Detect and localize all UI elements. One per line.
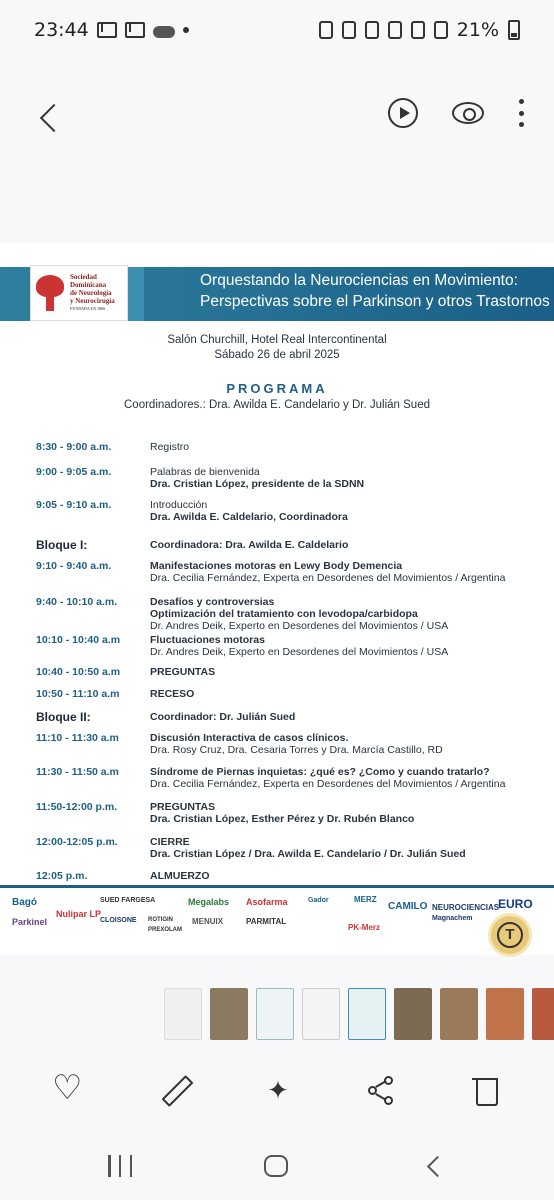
row-description (150, 711, 550, 723)
thumbnail-4[interactable] (302, 988, 340, 1040)
header-accent (128, 267, 144, 321)
sponsor-logo: ROTIGIN (148, 917, 173, 923)
block-label: Bloque II: (36, 710, 91, 724)
back-icon[interactable] (30, 98, 70, 138)
row-description (150, 539, 550, 551)
row-description (150, 596, 550, 632)
row-time: 10:50 - 11:10 a.m (36, 688, 120, 700)
row-time: 11:10 - 11:30 a.m (36, 732, 119, 744)
sponsor-logo: Asofarma (246, 897, 288, 907)
row-description (150, 560, 550, 584)
row-description (150, 499, 550, 523)
row-line: Dra. Rosy Cruz, Dra. Cesaria Torres y Dra. Marcía Castillo, RD (150, 744, 443, 756)
heart-icon[interactable] (52, 1074, 84, 1106)
navigation-bar (0, 1145, 554, 1185)
sponsor-logo: Bagó (12, 897, 37, 908)
row-line: Coordinador: Dr. Julián Sued (150, 711, 296, 723)
pencil-icon[interactable] (158, 1074, 190, 1106)
row-line: PREGUNTAS (150, 666, 216, 678)
cloud-icon (153, 26, 175, 38)
battery-saver-icon (319, 21, 333, 39)
row-description (150, 441, 550, 453)
thumbnail-5[interactable] (348, 988, 386, 1040)
row-line: CIERRE (150, 836, 190, 848)
row-line: Síndrome de Piernas inquietas: ¿qué es? ¿Como y cuando tratarlo? (150, 766, 490, 778)
row-line: Introducción (150, 499, 208, 511)
row-line: Coordinadora: Dra. Awilda E. Caldelario (150, 539, 349, 551)
toolbar-actions (388, 98, 524, 128)
row-line: Palabras de bienvenida (150, 466, 260, 478)
row-line: Desafíos y controversias (150, 596, 275, 608)
row-line: PREGUNTAS (150, 801, 216, 813)
sponsor-logos (8, 893, 548, 953)
sponsor-logo: NEUROCIENCIAS (432, 903, 500, 912)
event-title: Orquestando la Neurociencias en Movimiento: Perspectivas sobre el Parkinson y otros Trastornos (200, 272, 550, 310)
thumbnail-8[interactable] (486, 988, 524, 1040)
row-line: Dra. Awilda E. Caldelario, Coordinadora (150, 511, 348, 523)
sponsor-logo: PREXOLAM (148, 927, 183, 933)
row-line: Dr. Andres Deik, Experto en Desordenes del Movimientos / USA (150, 646, 449, 658)
row-time: 11:50-12:00 p.m. (36, 801, 118, 813)
row-description (150, 766, 550, 790)
notification-dot-icon (183, 27, 189, 33)
recents-button[interactable] (108, 1155, 132, 1177)
more-icon[interactable] (518, 99, 524, 127)
sponsor-divider (0, 885, 554, 888)
sponsor-logo: SUED FARGESA (100, 897, 156, 904)
row-line: Dra. Cristian López, Esther Pérez y Dr. Rubén Blanco (150, 813, 415, 825)
sponsor-logo: PK-Merz (348, 923, 381, 932)
battery-percent: 21% (456, 19, 499, 41)
row-line: Registro (150, 441, 190, 453)
program-title: PROGRAMA (226, 381, 328, 396)
share-icon[interactable] (366, 1074, 398, 1106)
status-bar (0, 0, 554, 60)
status-left (34, 19, 189, 41)
wifi-icon (411, 21, 425, 39)
alarm-icon (365, 21, 379, 39)
row-line: Dra. Cristian López / Dra. Awilda E. Candelario / Dr. Julián Sued (150, 848, 466, 860)
row-description (150, 666, 550, 678)
row-line: ALMUERZO (150, 870, 210, 882)
row-description (150, 634, 550, 658)
row-line: RECESO (150, 688, 195, 700)
sponsor-logo: Nulipar LP (56, 909, 102, 919)
status-time: 23:44 (34, 19, 89, 41)
sponsor-logo: MERZ (354, 895, 377, 904)
row-description (150, 732, 550, 756)
venue: Salón Churchill, Hotel Real Intercontinental Sábado 26 de abril 2025 (167, 334, 387, 361)
row-description (150, 836, 550, 860)
row-time: 10:10 - 10:40 a.m (36, 634, 121, 646)
mute-icon (388, 21, 402, 39)
row-description (150, 688, 550, 700)
sponsor-logo: EURO (498, 897, 533, 911)
sparkle-icon[interactable]: ✦ (267, 1075, 289, 1105)
scan-text-button[interactable] (488, 913, 532, 957)
home-button[interactable] (264, 1155, 288, 1177)
thumbnail-strip (164, 988, 554, 1040)
row-time: 12:05 p.m. (36, 870, 88, 882)
row-line: Optimización del tratamiento con levodopa/carbidopa (150, 608, 418, 620)
action-bar (0, 1070, 554, 1110)
row-time: 8:30 - 9:00 a.m. (36, 441, 112, 453)
block-label: Bloque I: (36, 538, 88, 552)
sponsor-logo: MENUIX (192, 917, 224, 926)
nav-back-button[interactable] (424, 1155, 444, 1177)
society-logo (30, 265, 128, 321)
battery-icon (508, 20, 520, 40)
logo-text: Sociedad Dominicana de Neurología y Neurocirugía FUNDADA EN 1966 (70, 273, 115, 311)
row-description (150, 466, 550, 490)
sponsor-logo: CLOISONE (100, 917, 137, 924)
thumbnail-1[interactable] (164, 988, 202, 1040)
row-time: 9:10 - 9:40 a.m. (36, 560, 112, 572)
signal-icon (434, 21, 448, 39)
row-time: 9:40 - 10:10 a.m. (36, 596, 118, 608)
row-time: 10:40 - 10:50 a.m (36, 666, 121, 678)
row-description (150, 801, 550, 825)
row-time: 9:00 - 9:05 a.m. (36, 466, 112, 478)
sponsor-logo: CAMILO (388, 901, 428, 912)
status-right (319, 19, 520, 41)
thumbnail-7[interactable] (440, 988, 478, 1040)
row-line: Dra. Cristian López, presidente de la SDNN (150, 478, 365, 490)
row-line: Manifestaciones motoras en Lewy Body Demencia (150, 560, 403, 572)
gmail-icon-2 (125, 22, 145, 38)
row-description (150, 870, 550, 882)
coordinators: Coordinadores.: Dra. Awilda E. Candelario y Dr. Julián Sued (124, 399, 430, 411)
thumbnail-9[interactable] (532, 988, 554, 1040)
row-time: 11:30 - 11:50 a.m (36, 766, 119, 778)
thumbnail-3[interactable] (256, 988, 294, 1040)
thumbnail-2[interactable] (210, 988, 248, 1040)
sponsor-logo: Magnachem (432, 915, 473, 922)
brain-logo-icon (34, 271, 68, 315)
row-line: Dr. Andres Deik, Experto en Desordenes del Movimientos / USA (150, 620, 449, 632)
sponsor-logo: Gador (308, 897, 329, 904)
row-line: Fluctuaciones motoras (150, 634, 265, 646)
row-line: Dra. Cecilia Fernández, Experta en Desordenes del Movimientos / Argentina (150, 572, 506, 584)
row-line: Discusión Interactiva de casos clínicos. (150, 732, 349, 744)
bed-icon (342, 21, 356, 39)
row-line: Dra. Cecilia Fernández, Experta en Desordenes del Movimientos / Argentina (150, 778, 506, 790)
row-time: 9:05 - 9:10 a.m. (36, 499, 112, 511)
viewer-toolbar (0, 88, 554, 148)
remaster-icon[interactable] (388, 98, 418, 128)
row-time: 12:00-12:05 p.m. (36, 836, 118, 848)
document-image[interactable] (0, 243, 554, 955)
scan-text-icon: T (497, 922, 523, 948)
eye-icon[interactable] (452, 102, 484, 124)
sponsor-logo: Parkinel (12, 917, 48, 927)
gmail-icon (97, 22, 117, 38)
thumbnail-6[interactable] (394, 988, 432, 1040)
sponsor-logo: Megalabs (188, 897, 230, 907)
sponsor-logo: PARMITAL (246, 917, 287, 926)
trash-icon[interactable] (470, 1074, 502, 1106)
